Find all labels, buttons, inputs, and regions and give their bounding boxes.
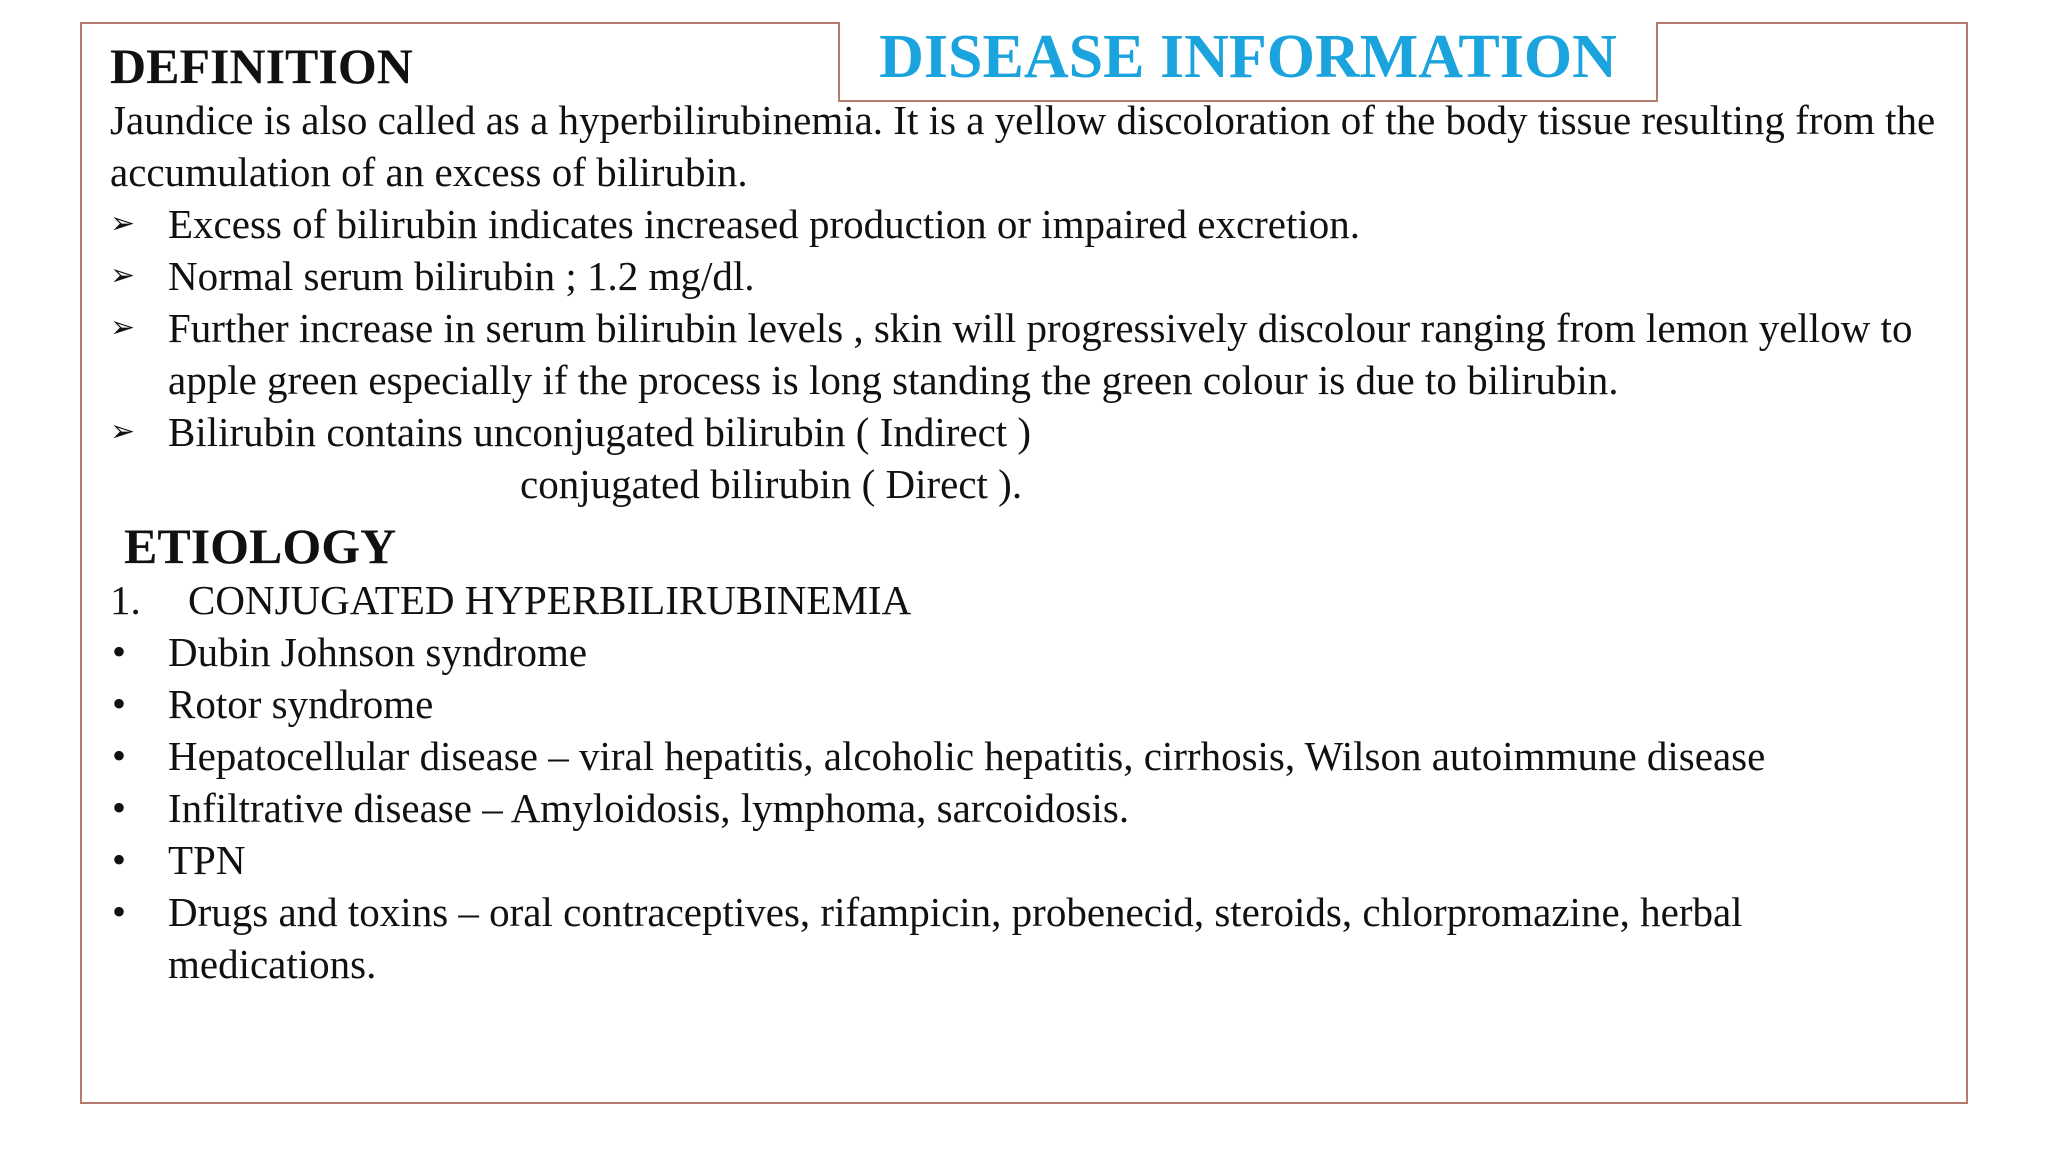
list-item bbox=[110, 834, 1960, 886]
list-item bbox=[110, 302, 1960, 406]
dot-bullet-icon: • bbox=[112, 889, 127, 934]
etiology-section bbox=[110, 518, 1960, 990]
list-item bbox=[110, 782, 1960, 834]
list-item-text: Excess of bilirubin indicates increased production or impaired excretion. bbox=[168, 201, 1361, 247]
dot-bullet-icon: • bbox=[112, 733, 127, 778]
dot-bullet-icon: • bbox=[112, 837, 127, 882]
dot-bullet-icon: • bbox=[112, 681, 127, 726]
slide-content bbox=[110, 38, 1960, 990]
etiology-number: 1. bbox=[110, 577, 141, 623]
list-item-text: Dubin Johnson syndrome bbox=[168, 629, 588, 675]
list-item-text: Drugs and toxins – oral contraceptives, rifampicin, probenecid, steroids, chlorpromazine, herbal medications. bbox=[168, 889, 1743, 987]
list-item bbox=[110, 626, 1960, 678]
page-title: DISEASE INFORMATION bbox=[879, 23, 1617, 91]
definition-points bbox=[110, 198, 1960, 458]
arrow-bullet-icon: ➢ bbox=[110, 258, 136, 293]
list-item-text: Bilirubin contains unconjugated bilirubin ( Indirect ) bbox=[168, 409, 1032, 455]
dot-bullet-icon: • bbox=[112, 785, 127, 830]
etiology-subheading-row bbox=[110, 574, 1960, 626]
definition-intro: Jaundice is also called as a hyperbilirubinemia. It is a yellow discoloration of the body tissue resulting from the accumulation of an excess of bilirubin. bbox=[110, 97, 1936, 195]
list-item bbox=[110, 250, 1960, 302]
etiology-heading: ETIOLOGY bbox=[124, 518, 397, 574]
list-item-text: Rotor syndrome bbox=[168, 681, 434, 727]
definition-section bbox=[110, 38, 1960, 510]
list-item-text: Further increase in serum bilirubin levels , skin will progressively discolour ranging from lemon yellow to apple green especially if the process is long standing the green colour is due to bilirubin. bbox=[168, 305, 1913, 403]
list-item bbox=[110, 730, 1960, 782]
arrow-bullet-icon: ➢ bbox=[110, 310, 136, 345]
etiology-subheading: CONJUGATED HYPERBILIRUBINEMIA bbox=[188, 577, 912, 623]
list-item-text: Hepatocellular disease – viral hepatitis, alcoholic hepatitis, cirrhosis, Wilson autoimmune disease bbox=[168, 733, 1766, 779]
list-item bbox=[110, 406, 1960, 458]
etiology-items bbox=[110, 626, 1960, 990]
definition-heading: DEFINITION bbox=[110, 38, 413, 94]
arrow-bullet-icon: ➢ bbox=[110, 206, 136, 241]
list-item bbox=[110, 198, 1960, 250]
list-item-text: TPN bbox=[168, 837, 246, 883]
arrow-bullet-icon: ➢ bbox=[110, 414, 136, 449]
list-item bbox=[110, 678, 1960, 730]
definition-continuation: conjugated bilirubin ( Direct ). bbox=[520, 461, 1023, 507]
dot-bullet-icon: • bbox=[112, 629, 127, 674]
list-item-text: Normal serum bilirubin ; 1.2 mg/dl. bbox=[168, 253, 755, 299]
list-item bbox=[110, 886, 1960, 990]
list-item-text: Infiltrative disease – Amyloidosis, lymphoma, sarcoidosis. bbox=[168, 785, 1130, 831]
